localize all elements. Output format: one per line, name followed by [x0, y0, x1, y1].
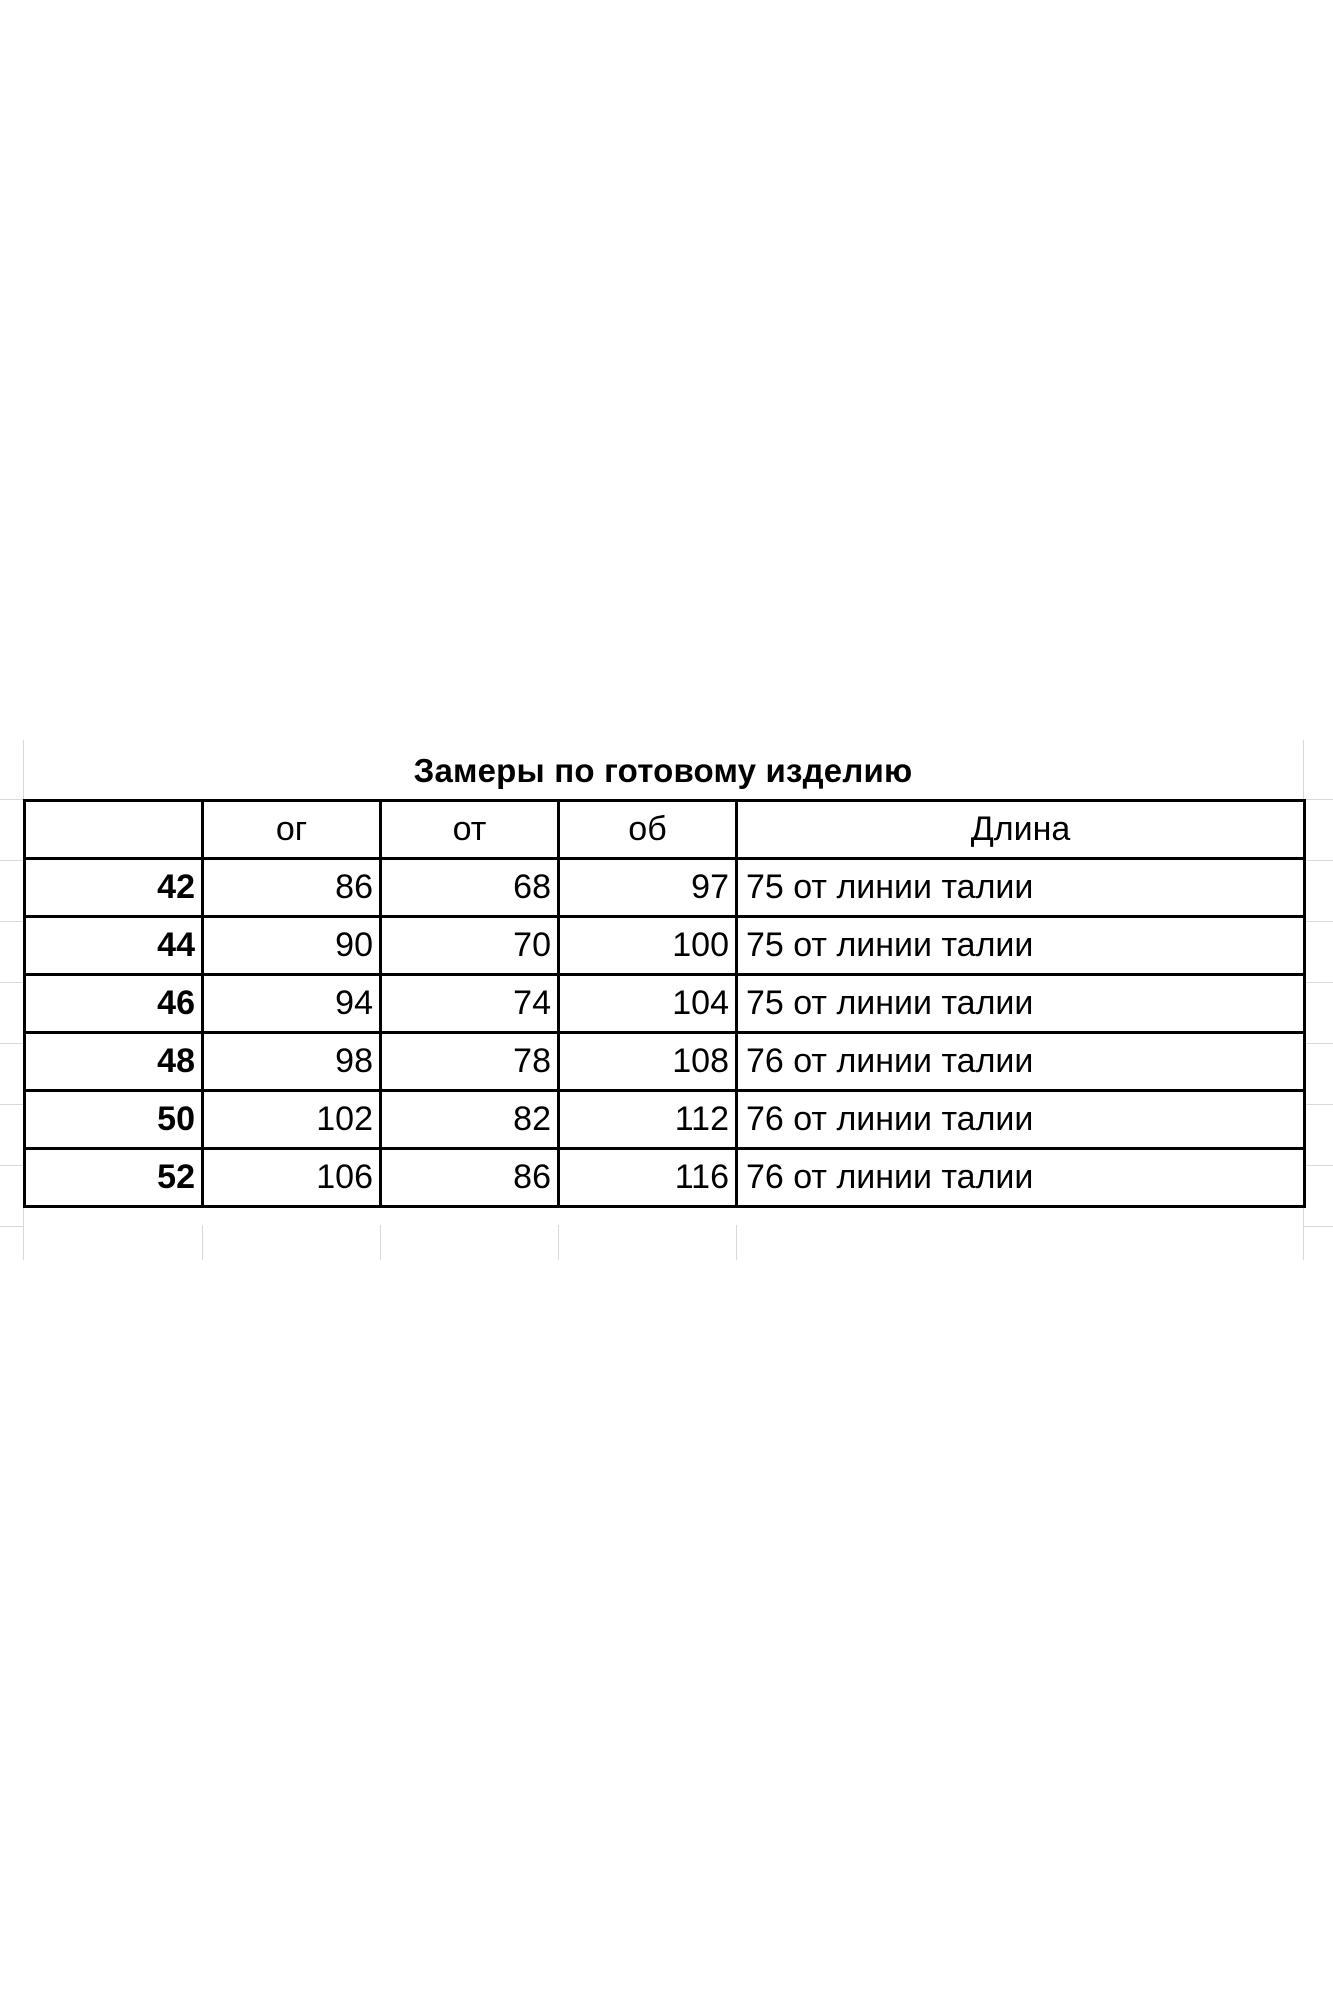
cell-ob[interactable]: 100	[559, 917, 737, 975]
cell-ot[interactable]: 68	[381, 859, 559, 917]
header-cell-ot[interactable]: от	[381, 801, 559, 859]
header-cell-ob[interactable]: об	[559, 801, 737, 859]
cell-size[interactable]: 42	[25, 859, 203, 917]
cell-ob[interactable]: 116	[559, 1149, 737, 1207]
cell-size[interactable]: 50	[25, 1091, 203, 1149]
gridline	[0, 860, 23, 861]
cell-length[interactable]: 75 от линии талии	[737, 859, 1305, 917]
gridline	[0, 1104, 23, 1105]
gridline	[1303, 860, 1333, 861]
gridline	[0, 921, 23, 922]
cell-size[interactable]: 52	[25, 1149, 203, 1207]
cell-ot[interactable]: 78	[381, 1033, 559, 1091]
cell-ot[interactable]: 70	[381, 917, 559, 975]
table-row	[25, 1091, 1305, 1149]
gridline	[1303, 1104, 1333, 1105]
table-header-row	[25, 801, 1305, 859]
cell-og[interactable]: 86	[203, 859, 381, 917]
cell-ot[interactable]: 74	[381, 975, 559, 1033]
gridline	[736, 1225, 737, 1260]
table-row	[25, 917, 1305, 975]
table-row	[25, 975, 1305, 1033]
cell-og[interactable]: 90	[203, 917, 381, 975]
table-row	[25, 1033, 1305, 1091]
cell-size[interactable]: 48	[25, 1033, 203, 1091]
table-row	[25, 859, 1305, 917]
cell-ot[interactable]: 86	[381, 1149, 559, 1207]
gridline	[1303, 982, 1333, 983]
cell-ob[interactable]: 104	[559, 975, 737, 1033]
gridline	[1303, 1165, 1333, 1166]
gridline	[1303, 799, 1333, 800]
cell-size[interactable]: 44	[25, 917, 203, 975]
cell-ob[interactable]: 97	[559, 859, 737, 917]
gridline	[0, 1043, 23, 1044]
header-cell-length[interactable]: Длина	[737, 801, 1305, 859]
cell-length[interactable]: 76 от линии талии	[737, 1033, 1305, 1091]
gridline	[0, 982, 23, 983]
cell-ob[interactable]: 112	[559, 1091, 737, 1149]
cell-length[interactable]: 75 от линии талии	[737, 917, 1305, 975]
cell-length[interactable]: 76 от линии талии	[737, 1149, 1305, 1207]
header-cell-size[interactable]	[25, 801, 203, 859]
gridline	[0, 1226, 23, 1227]
cell-size[interactable]: 46	[25, 975, 203, 1033]
gridline	[202, 1225, 203, 1260]
gridline	[0, 1165, 23, 1166]
gridline	[380, 1225, 381, 1260]
cell-length[interactable]: 75 от линии талии	[737, 975, 1305, 1033]
gridline	[1303, 921, 1333, 922]
gridline	[558, 1225, 559, 1260]
cell-length[interactable]: 76 от линии талии	[737, 1091, 1305, 1149]
size-table	[23, 799, 1306, 1208]
cell-ot[interactable]: 82	[381, 1091, 559, 1149]
header-cell-og[interactable]: ог	[203, 801, 381, 859]
cell-og[interactable]: 102	[203, 1091, 381, 1149]
cell-og[interactable]: 98	[203, 1033, 381, 1091]
gridline	[0, 799, 23, 800]
cell-ob[interactable]: 108	[559, 1033, 737, 1091]
cell-og[interactable]: 94	[203, 975, 381, 1033]
table-row	[25, 1149, 1305, 1207]
table-title: Замеры по готовому изделию	[413, 752, 913, 789]
cell-og[interactable]: 106	[203, 1149, 381, 1207]
gridline	[1303, 1226, 1333, 1227]
gridline	[1303, 1043, 1333, 1044]
